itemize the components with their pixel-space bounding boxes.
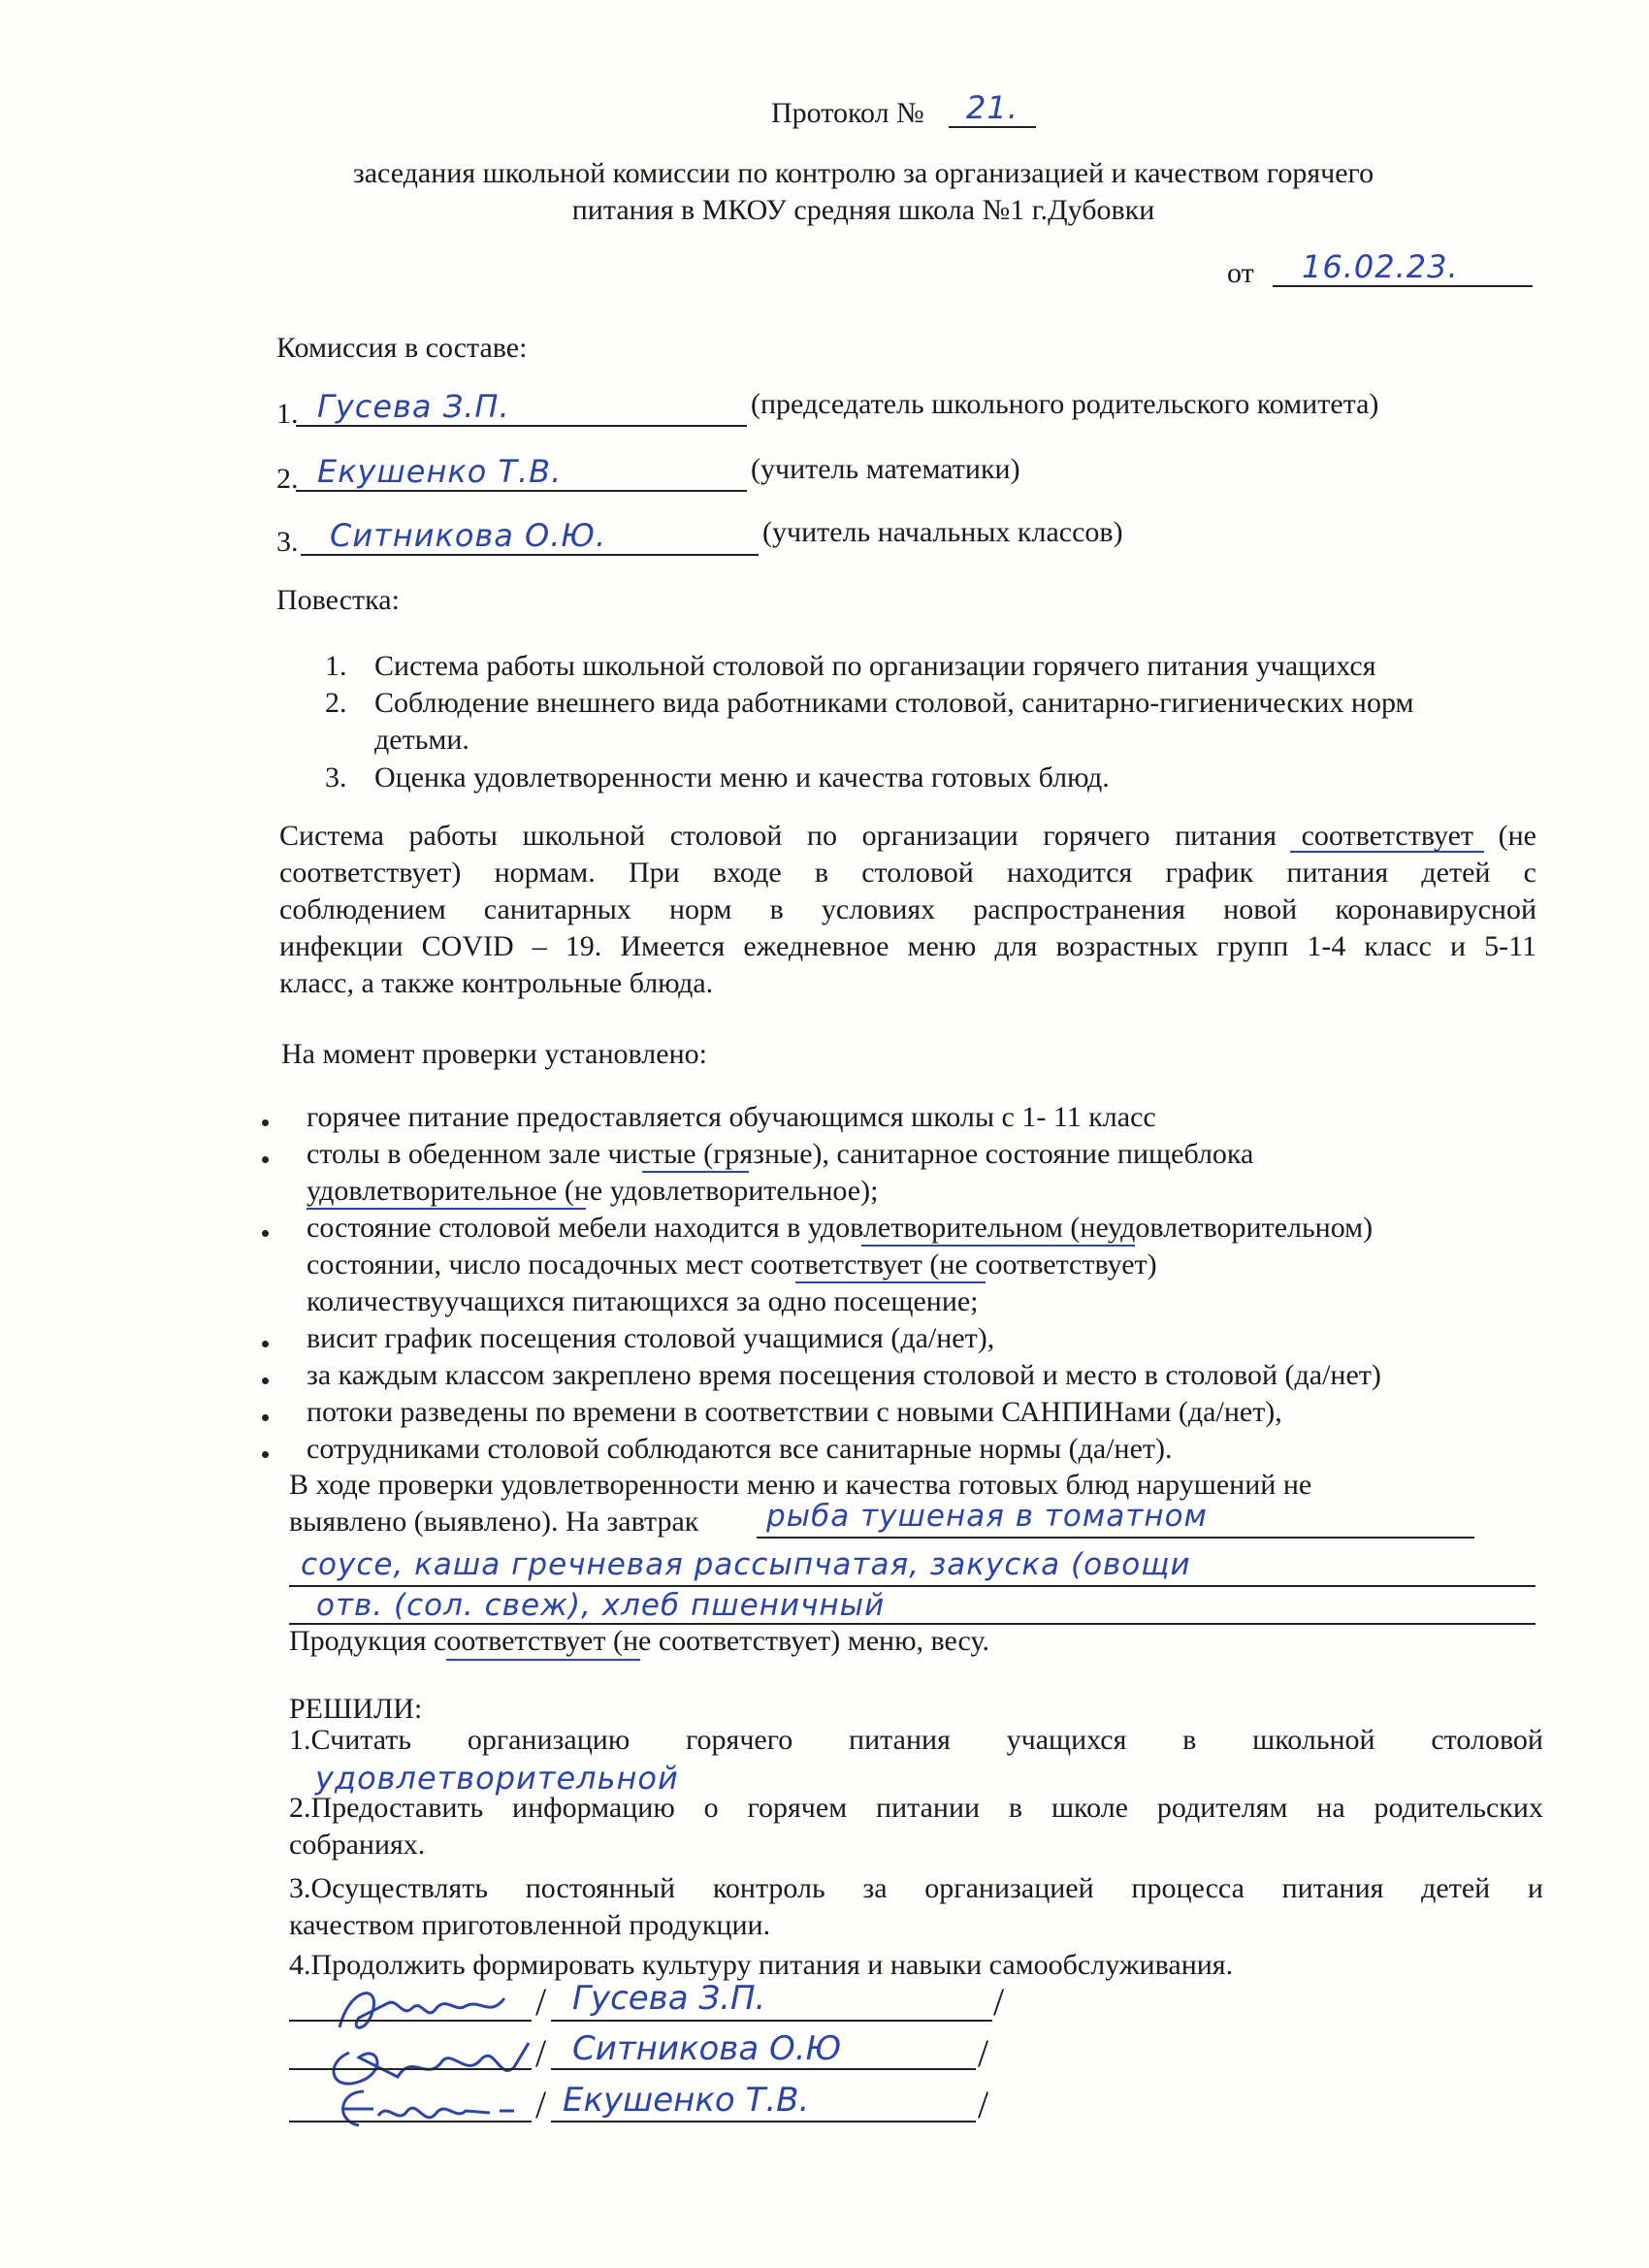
- signature-name-2: Ситникова О.Ю: [572, 2029, 842, 2068]
- hw-underline-satisfactory-2: [861, 1245, 1135, 1247]
- member-1-num: 1.: [276, 398, 299, 430]
- decisions-label: РЕШИЛИ:: [289, 1693, 423, 1725]
- commission-label: Комиссия в составе:: [276, 332, 528, 364]
- finding-5: за каждым классом закреплено время посещения столовой и место в столовой (да/нет): [307, 1359, 1381, 1391]
- agenda-label: Повестка:: [276, 584, 400, 616]
- findings-label: На момент проверки установлено:: [281, 1038, 707, 1070]
- decision-3-line-1: 3.Осуществлять постоянный контроль за организацией процесса питания детей и: [289, 1872, 1543, 1904]
- para1-line-5: класс, а также контрольные блюда.: [279, 967, 714, 999]
- signature-name-line-1: [551, 2020, 992, 2022]
- para1-line-1: Система работы школьной столовой по организации горячего питания соответствует (не: [279, 820, 1536, 852]
- subtitle-line-1: заседания школьной комиссии по контролю за организацией и качеством горячего: [352, 157, 1374, 189]
- member-2-role: (учитель математики): [751, 453, 1020, 485]
- hw-underline-clean: [642, 1171, 749, 1173]
- bullet-dot: [262, 1341, 269, 1347]
- finding-7: сотрудниками столовой соблюдаются все санитарные нормы (да/нет).: [307, 1433, 1173, 1465]
- separator-slash: /: [535, 2083, 547, 2126]
- finding-3-line-1: состояние столовой мебели находится в удовлетворительном (неудовлетворительном): [307, 1212, 1374, 1244]
- member-3-role: (учитель начальных классов): [762, 516, 1123, 548]
- agenda-item-1-text: Система работы школьной столовой по организации горячего питания учащихся: [374, 650, 1376, 682]
- decision-2-line-1: 2.Предоставить информацию о горячем питании в школе родителям на родительских: [289, 1792, 1543, 1824]
- finding-3-line-2: состоянии, число посадочных мест соответствует (не соответствует): [307, 1248, 1157, 1280]
- protocol-label: Протокол №: [771, 97, 924, 129]
- breakfast-handwritten-3: отв. (сол. свеж), хлеб пшеничный: [316, 1588, 886, 1623]
- signature-name-3: Екушенко Т.В.: [563, 2081, 810, 2120]
- finding-2-line-1: столы в обеденном зале чистые (грязные), санитарное состояние пищеблока: [307, 1138, 1254, 1170]
- signature-3-icon: [320, 2082, 534, 2140]
- breakfast-handwritten-2: соусе, каша гречневая рассыпчатая, закуска (овощи: [301, 1547, 1191, 1582]
- breakfast-underline-1: [757, 1537, 1474, 1539]
- separator-slash: /: [535, 1980, 547, 2024]
- decision-4: 4.Продолжить формировать культуру питания и навыки самообслуживания.: [289, 1949, 1234, 1981]
- decision-2-line-2: собраниях.: [289, 1829, 426, 1861]
- breakfast-handwritten-1: рыба тушеная в томатном: [766, 1499, 1208, 1534]
- bullet-dot: [262, 1451, 269, 1458]
- hw-underline-corresponds-3: [446, 1659, 640, 1661]
- hw-underline-corresponds-2: [795, 1281, 986, 1283]
- bullet-dot: [262, 1377, 269, 1384]
- signature-name-line-2: [551, 2068, 976, 2070]
- member-3-num: 3.: [276, 526, 299, 558]
- signature-line-1: [289, 2020, 532, 2022]
- finding-6: потоки разведены по времени в соответствии с новыми САНПИНами (да/нет),: [307, 1396, 1282, 1428]
- decision-1: 1.Считать организацию горячего питания учащихся в школьной столовой: [289, 1724, 1543, 1756]
- bullet-dot: [262, 1156, 269, 1163]
- agenda-item-2-text: Соблюдение внешнего вида работниками столовой, санитарно-гигиенических норм: [374, 687, 1414, 719]
- date-value: 16.02.23.: [1273, 248, 1533, 287]
- para1-line-3: соблюдением санитарных норм в условиях распространения новой коронавирусной: [279, 893, 1536, 925]
- signature-name-line-3: [551, 2121, 976, 2122]
- para1-line-4: инфекции COVID – 19. Имеется ежедневное меню для возрастных групп 1-4 класс и 5-11: [279, 930, 1536, 962]
- product-line: Продукция соответствует (не соответствует) меню, весу.: [289, 1625, 989, 1657]
- finding-2-line-2: удовлетворительное (не удовлетворительное);: [307, 1175, 879, 1207]
- member-1-name: Гусева З.П.: [296, 388, 747, 427]
- decision-3-line-2: качеством приготовленной продукции.: [289, 1909, 771, 1941]
- finding-1: горячее питание предоставляется обучающимся школы с 1- 11 класс: [307, 1101, 1156, 1133]
- agenda-item-2-text-cont: детьми.: [374, 724, 469, 756]
- para1-line-2: соответствует) нормам. При входе в столовой находится график питания детей с: [279, 857, 1536, 889]
- agenda-item-1-num: 1.: [325, 650, 347, 682]
- date-label: от: [1227, 257, 1254, 289]
- protocol-number: 21.: [949, 89, 1036, 128]
- separator-slash: /: [535, 2031, 547, 2075]
- menu-check-line-2: выявлено (выявлено). На завтрак: [289, 1506, 699, 1538]
- member-3-name: Ситникова О.Ю.: [301, 517, 759, 556]
- signature-line-3: [289, 2121, 532, 2122]
- bullet-dot: [262, 1119, 269, 1126]
- decision-1-handwritten: удовлетворительной: [315, 1760, 679, 1797]
- bullet-dot: [262, 1414, 269, 1421]
- finding-3-line-3: количествуучащихся питающихся за одно посещение;: [307, 1285, 979, 1317]
- hw-underline-corresponds: [1290, 851, 1484, 853]
- finding-4: висит график посещения столовой учащимися (да/нет),: [307, 1322, 995, 1354]
- member-2-name: Екушенко Т.В.: [296, 453, 747, 492]
- subtitle-line-2: питания в МКОУ средняя школа №1 г.Дубовки: [571, 194, 1155, 226]
- signature-name-1: Гусева З.П.: [572, 1979, 766, 2018]
- member-2-num: 2.: [276, 463, 299, 495]
- member-1-role: (председатель школьного родительского комитета): [751, 388, 1379, 420]
- separator-slash: /: [978, 2031, 989, 2075]
- menu-check-line-1: В ходе проверки удовлетворенности меню и качества готовых блюд нарушений не: [289, 1469, 1312, 1501]
- agenda-item-2-num: 2.: [325, 687, 347, 719]
- separator-slash: /: [993, 1980, 1005, 2024]
- agenda-item-3-text: Оценка удовлетворенности меню и качества готовых блюд.: [374, 761, 1110, 794]
- separator-slash: /: [978, 2083, 989, 2126]
- agenda-item-3-num: 3.: [325, 761, 347, 794]
- signature-line-2: [289, 2068, 532, 2070]
- bullet-dot: [262, 1230, 269, 1237]
